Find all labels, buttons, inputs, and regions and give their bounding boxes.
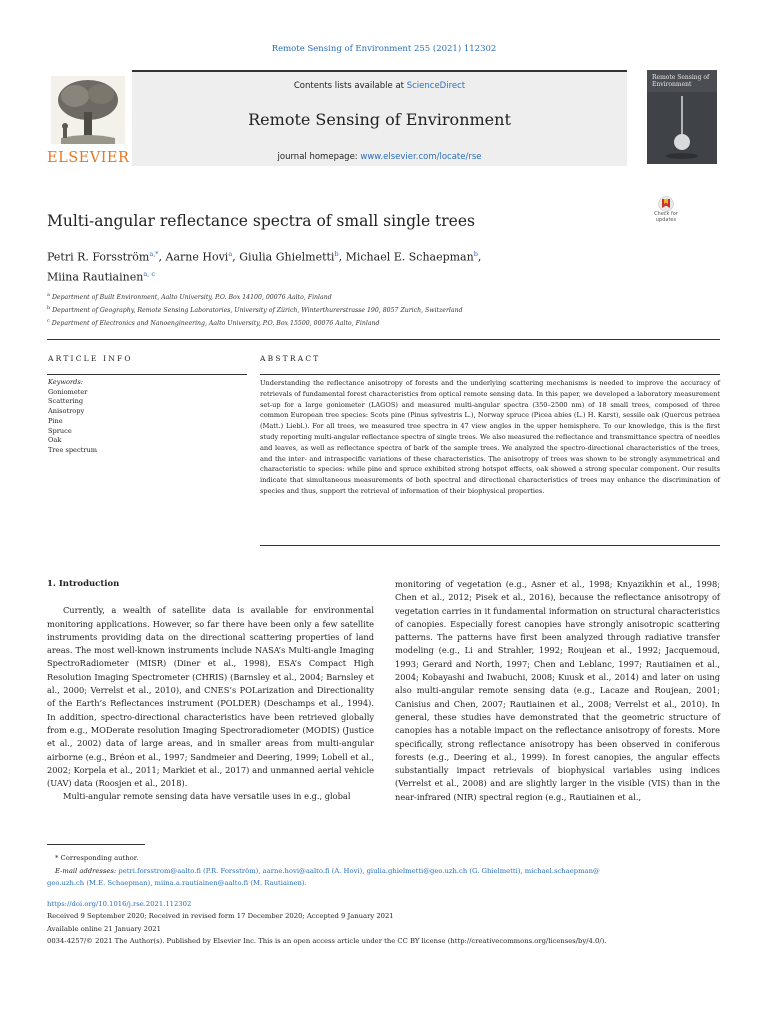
affiliation-mark: c: [47, 318, 50, 325]
keyword-item: Spruce: [48, 426, 72, 435]
section-heading: 1. Introduction: [47, 579, 120, 589]
body-paragraph: Currently, a wealth of satellite data is available for environmental monitoring applications. However, so far there have been only a few satellite instruments providing data on the directional scattering properties of land areas. The most well-known instruments include NASA’s Multi-angle Imaging SpectroRadiometer (MISR) (Diner et al., 1998), ESA’s Compact High Resolution Imaging Spectrometer (CHRIS) (Barnsley et al., 2004; Barnsley et al., 2000; Verrelst et al., 2010), and CNES’s POLarization and Directionality of the Earth’s Reflectances instrument (POLDER) (Deschamps et al., 1994). In addition, spectro-directional characteristics have been retrieved globally from e.g., MODerate resolution Imaging Spectroradiometer (MODIS) (Justice et al., 2002) data of large areas, and in smaller areas from multi-angular airborne (e.g., Bréon et al., 1997; Sandmeier and Deering, 1999; Lobell et al., 2002; Korpela et al., 2011; Markiet et al., 2017) and unmanned aerial vehicle (UAV) data (Roosjen et al., 2018).: [47, 605, 374, 789]
journal-citation[interactable]: Remote Sensing of Environment 255 (2021) 112302: [271, 44, 497, 54]
journal-cover[interactable]: [647, 70, 717, 164]
affiliation-item: [47, 303, 727, 316]
check-updates-label: Check for updates: [654, 211, 678, 223]
author-list: [47, 246, 727, 285]
article-title: Multi-angular reflectance spectra of small single trees: [47, 212, 475, 230]
author-affiliation-mark[interactable]: b: [334, 250, 339, 258]
body-paragraph: monitoring of vegetation (e.g., Asner et al., 1998; Knyazikhin et al., 1998; Chen et al., 2012; Pisek et al., 2016), because the reflectance anisotropy of vegetation carries in it fundamental information on structural characteristics of canopies. Especially forest canopies have strongly anisotropic scattering patterns. The patterns have first been analyzed through radiative transfer modeling (e.g., Li and Strahler, 1992; Roujean et al., 1992; Jacquemoud, 1993; Gerard and North, 1997; Chen and Leblanc, 1997; Rautiainen et al., 2004; Kobayashi and Iwabuchi, 2008; Kuusk et al., 2014) and later on using also multi-angular remote sensing data (e.g., Lacaze and Roujean, 2001; Canisius and Chen, 2007; Rautiainen et al., 2008; Verrelst et al., 2010). In general, these studies have demonstrated that the geometric structure of canopies has a notable impact on the reflectance anisotropy of forests. More specifically, strong reflectance anisotropy has been observed in coniferous forests (e.g., Deering et al., 1999). In forest canopies, the angular effects substantially impact retrievals of biophysical variables using indices (Verrelst et al., 2008) and are slightly larger in the visible (VIS) than in the near-infrared (NIR) spectral region (e.g., Rautiainen et al.,: [395, 579, 720, 802]
keyword-item: Oak: [48, 436, 62, 445]
affiliation-text: Department of Geography, Remote Sensing Laboratories, University of Zürich, Winterthurerstrasse 190, 8057 Zurich, Switzerland: [52, 307, 463, 315]
divider: [260, 545, 720, 546]
affiliation-text: Department of Electronics and Nanoengineering, Aalto University, P.O. Box 15500, 00076 Aalto, Finland: [51, 320, 380, 328]
corresponding-author-note: * Corresponding author.: [55, 854, 139, 862]
author-affiliation-mark[interactable]: a: [228, 250, 233, 258]
keywords-label: Keywords:: [48, 378, 83, 386]
footnotes: [47, 852, 720, 890]
divider: [47, 339, 720, 340]
received-dates: Received 9 September 2020; Received in revised form 17 December 2020; Accepted 9 January 2021: [47, 912, 394, 921]
author-separator: ,: [232, 250, 240, 264]
check-updates-icon: [650, 196, 682, 212]
author-name[interactable]: Petri R. Forsström: [47, 250, 150, 264]
divider: [260, 374, 720, 375]
elsevier-wordmark: ELSEVIER: [47, 150, 130, 166]
author-name[interactable]: Miina Rautiainen: [47, 270, 144, 284]
affiliation-mark: a: [47, 292, 50, 298]
affiliation-item: [47, 316, 727, 329]
contents-line: [132, 81, 627, 91]
email-label: E-mail addresses:: [55, 866, 117, 875]
keyword-item: Anisotropy: [48, 407, 85, 416]
affiliation-item: [47, 290, 727, 303]
article-info-heading: ARTICLE INFO: [48, 354, 133, 363]
homepage-link[interactable]: www.elsevier.com/locate/rse: [360, 152, 482, 162]
body-column-left: [47, 578, 374, 804]
abstract-text: Understanding the reflectance anisotropy of forests and the underlying scattering mechanisms is needed to improve the accuracy of retrievals of fundamental forest characteristics from optical remote sensing data. In this paper, we developed a laboratory measurement set-up for a large goniometer (LAGOS) and measured multi-angular spectra (350–2500 nm) of 18 small trees, composed of three common European tree species: Scots pine (Pinus sylvestris L.), Norway spruce (Picea abies (L.) H. Karst), sessile oak (Quercus petraea (Matt.) Liebl.). For all trees, we measured tree spectra in 47 view angles in the upper hemisphere. To our knowledge, this is the first study reporting multi-angular reflectance spectra of single trees. We also measured the reflectance and transmittance spectra of needles and leaves, as well as reflectance spectra of bark of the sample trees. We analyzed the spectro-directional characteristics of the trees, and the inter- and intraspecific variations of these characteristics. The anisotropy of trees was shown to be strongly asymmetrical and characteristic to species: while pine and spruce exhibited strong hotspot effects, oak showed a strong specular component. Our results indicate that simultaneous measurements of both spectral and directional characteristics of trees may enhance the discrimination of species and thus, support the retrieval of information of their biophysical properties.: [260, 379, 720, 495]
homepage-line: [132, 152, 627, 162]
license-line: 0034-4257/© 2021 The Author(s). Published by Elsevier Inc. This is an open access article under the CC BY license (http://creativecommons.org/licenses/by/4.0/).: [47, 936, 607, 945]
author-name[interactable]: Giulia Ghielmetti: [239, 250, 335, 264]
journal-header: [47, 70, 720, 166]
keyword-item: Tree spectrum: [48, 445, 97, 454]
body-paragraph: Multi-angular remote sensing data have versatile uses in e.g., global: [63, 791, 351, 802]
author-separator: ,: [338, 250, 346, 264]
author-affiliation-mark[interactable]: a,*: [149, 250, 159, 258]
affiliation-text: Department of Built Environment, Aalto University, P.O. Box 14100, 00076 Aalto, Finland: [51, 294, 332, 302]
keyword-item: Pine: [48, 416, 63, 425]
sciencedirect-link[interactable]: ScienceDirect: [406, 81, 466, 91]
elsevier-logo[interactable]: [47, 70, 129, 166]
body-column-right: [395, 578, 720, 804]
journal-title: Remote Sensing of Environment: [248, 110, 511, 129]
cover-art-icon: [647, 92, 717, 164]
article-metadata: [47, 898, 727, 947]
cover-title: Remote Sensing of Environment: [652, 74, 710, 88]
affiliation-list: [47, 290, 727, 329]
email-links-continued[interactable]: geo.uzh.ch (M.E. Schaepman), miina.a.rautiainen@aalto.fi (M. Rautiainen).: [47, 879, 307, 887]
check-for-updates-badge[interactable]: [650, 196, 682, 232]
author-name[interactable]: Aarne Hovi: [165, 250, 229, 264]
author-separator: ,: [158, 250, 166, 264]
abstract-heading: ABSTRACT: [260, 354, 321, 363]
author-affiliation-mark[interactable]: a, c: [143, 269, 155, 278]
keyword-item: Scattering: [48, 397, 84, 406]
tree-logo-icon: [51, 76, 125, 144]
keywords-list: [48, 378, 97, 456]
available-online: Available online 21 January 2021: [47, 924, 161, 933]
email-links[interactable]: petri.forsstrom@aalto.fi (P.R. Forsström), aarne.hovi@aalto.fi (A. Hovi), giulia.ghielmetti@geo.uzh.ch (G. Ghielmetti), michael.schaepman@: [118, 866, 600, 875]
footnote-divider: [47, 844, 145, 845]
homepage-label: journal homepage:: [277, 152, 361, 162]
author-separator: ,: [477, 250, 482, 264]
author-affiliation-mark[interactable]: b: [473, 250, 478, 258]
journal-banner: [132, 70, 627, 166]
affiliation-mark: b: [47, 305, 51, 312]
doi-link[interactable]: https://doi.org/10.1016/j.rse.2021.112302: [47, 900, 192, 908]
contents-prefix: Contents lists available at: [293, 81, 407, 91]
email-addresses: [47, 865, 720, 878]
divider: [47, 374, 247, 375]
author-name[interactable]: Michael E. Schaepman: [345, 250, 474, 264]
keyword-item: Goniometer: [48, 387, 88, 396]
